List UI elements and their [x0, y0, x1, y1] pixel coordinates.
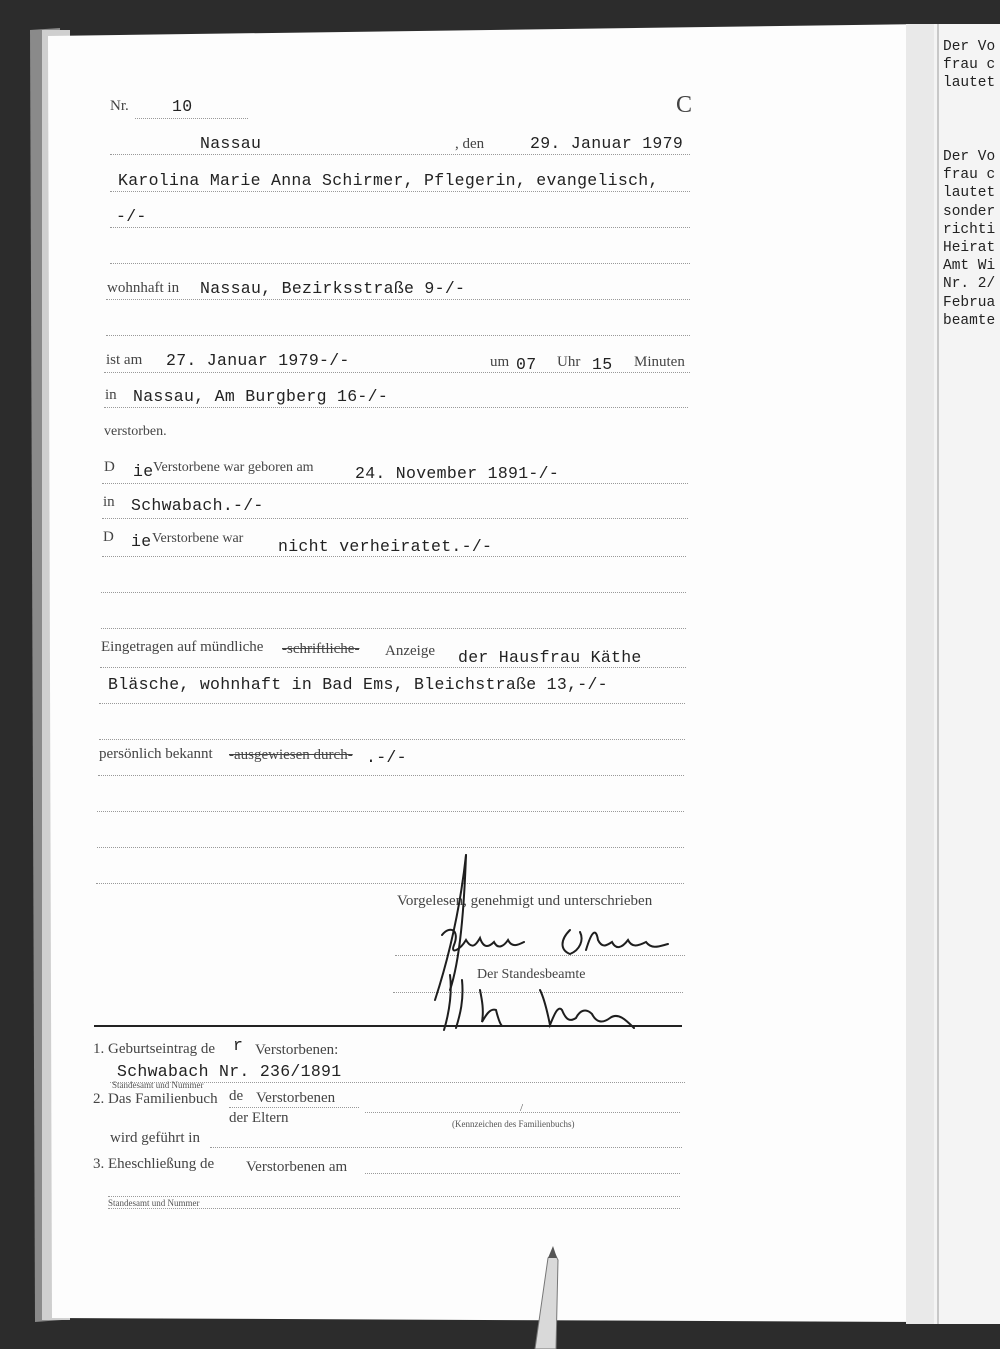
- rule: [98, 775, 684, 776]
- standesbeamte-label: Der Standesbeamte: [477, 967, 586, 982]
- rule: [108, 1196, 680, 1197]
- right-line: beamte: [943, 312, 996, 329]
- rule: [210, 1147, 682, 1148]
- report-label-b: Anzeige: [385, 643, 435, 659]
- rule: [101, 628, 686, 629]
- birth-ie-fill: ie: [133, 462, 154, 481]
- right-line: lautet: [943, 185, 996, 202]
- kennzeichen-label: (Kennzeichen des Familienbuchs): [452, 1119, 575, 1129]
- identity-struck: -ausgewiesen durch-: [229, 747, 353, 763]
- rule: [365, 1173, 680, 1174]
- footer-item3-label-a: 3. Eheschließung de: [93, 1156, 215, 1172]
- rule: [229, 1107, 359, 1108]
- marital-value: nicht verheiratet.-/-: [278, 537, 493, 556]
- rule: [110, 263, 690, 264]
- date-rule: [110, 154, 690, 155]
- rule: [100, 667, 686, 668]
- birth-date: 24. November 1891-/-: [355, 464, 560, 483]
- identity-label: persönlich bekannt: [99, 746, 213, 762]
- entry-date: 29. Januar 1979: [530, 134, 684, 153]
- footer-divider: [94, 1025, 682, 1027]
- deceased-name-line: Karolina Marie Anna Schirmer, Pflegerin, evangelisch,: [118, 171, 659, 190]
- rule: [108, 1208, 680, 1209]
- report-value-2: Bläsche, wohnhaft in Bad Ems, Bleichstraße 13,-/-: [108, 675, 608, 694]
- right-line: lautet: [943, 75, 996, 92]
- right-line: Nr. 2/: [943, 276, 996, 293]
- right-line: Der Vo: [943, 39, 996, 55]
- footer-item3-label-b: Verstorbenen am: [246, 1159, 348, 1175]
- familienbuch-slash: /: [520, 1102, 524, 1114]
- right-page-text-a: [943, 38, 1000, 93]
- right-line: sonder: [943, 203, 996, 220]
- um-label: um: [490, 354, 510, 370]
- right-line: Heirat: [943, 240, 996, 257]
- right-line: richti: [943, 221, 996, 238]
- rule: [110, 227, 690, 228]
- identity-value: .-/-: [366, 748, 407, 767]
- den-label: , den: [455, 136, 485, 152]
- nr-label: Nr.: [110, 98, 129, 114]
- uhr-label: Uhr: [557, 354, 581, 370]
- standesamt-label-2: Standesamt und Nummer: [108, 1198, 200, 1208]
- right-line: Der Vo: [943, 149, 996, 165]
- residence-label: wohnhaft in: [107, 280, 180, 296]
- place: Nassau: [200, 134, 262, 153]
- birth-d-label: D: [104, 459, 115, 475]
- nr-rule: [135, 118, 248, 119]
- rule: [106, 335, 690, 336]
- footer-item2-verstorbenen: Verstorbenen: [256, 1090, 336, 1106]
- death-minute: 15: [592, 355, 613, 374]
- rule: [97, 811, 684, 812]
- report-label-a: Eingetragen auf mündliche: [101, 639, 264, 655]
- footer-item1-fill: r: [233, 1036, 244, 1055]
- rule: [99, 703, 685, 704]
- right-line: frau c: [943, 167, 996, 184]
- rule: [97, 847, 684, 848]
- marital-label: Verstorbene war: [152, 531, 244, 546]
- death-date: 27. Januar 1979-/-: [166, 351, 350, 370]
- rule: [110, 191, 690, 192]
- vorgelesen-label: Vorgelesen, genehmigt und unterschrieben: [397, 893, 653, 909]
- footer-item1-value: Schwabach Nr. 236/1891: [117, 1062, 342, 1081]
- handwritten-signatures: [420, 850, 690, 1060]
- wird-gefuehrt-label: wird geführt in: [110, 1130, 200, 1146]
- rule: [106, 299, 690, 300]
- rule: [104, 372, 690, 373]
- right-line: Februa: [943, 294, 996, 311]
- birth-in-label: in: [103, 494, 115, 510]
- person-line-2: -/-: [116, 207, 147, 226]
- report-value-1: der Hausfrau Käthe: [458, 648, 642, 667]
- footer-item1-label-a: 1. Geburtseintrag de: [93, 1041, 216, 1057]
- footer-item1-label-b: Verstorbenen:: [255, 1042, 339, 1058]
- rule: [99, 739, 685, 740]
- rule: [102, 483, 688, 484]
- death-in-label: in: [105, 387, 117, 403]
- footer-item2-de: de: [229, 1088, 244, 1104]
- birth-label: Verstorbene war geboren am: [153, 460, 314, 475]
- footer-item2-label: 2. Das Familienbuch: [93, 1091, 218, 1107]
- marital-ie-fill: ie: [131, 532, 152, 551]
- rule: [102, 518, 688, 519]
- standesamt-label-1: Standesamt und Nummer: [112, 1080, 204, 1090]
- marital-d-label: D: [103, 529, 114, 545]
- footer-item2-eltern: der Eltern: [229, 1110, 289, 1126]
- right-line: frau c: [943, 57, 996, 74]
- right-line: Amt Wi: [943, 258, 996, 275]
- minuten-label: Minuten: [634, 354, 685, 370]
- birth-place: Schwabach.-/-: [131, 496, 264, 515]
- residence-value: Nassau, Bezirksstraße 9-/-: [200, 279, 466, 298]
- ist-am-label: ist am: [106, 352, 143, 368]
- death-hour: 07: [516, 355, 537, 374]
- rule: [104, 407, 688, 408]
- report-struck: -schriftliche-: [282, 641, 360, 657]
- form-letter: C: [676, 92, 693, 118]
- rule: [101, 592, 686, 593]
- verstorben-label: verstorben.: [104, 424, 167, 439]
- rule: [102, 556, 686, 557]
- nr-value: 10: [172, 97, 193, 116]
- death-place: Nassau, Am Burgberg 16-/-: [133, 387, 389, 406]
- right-page-text-b: [943, 148, 1000, 330]
